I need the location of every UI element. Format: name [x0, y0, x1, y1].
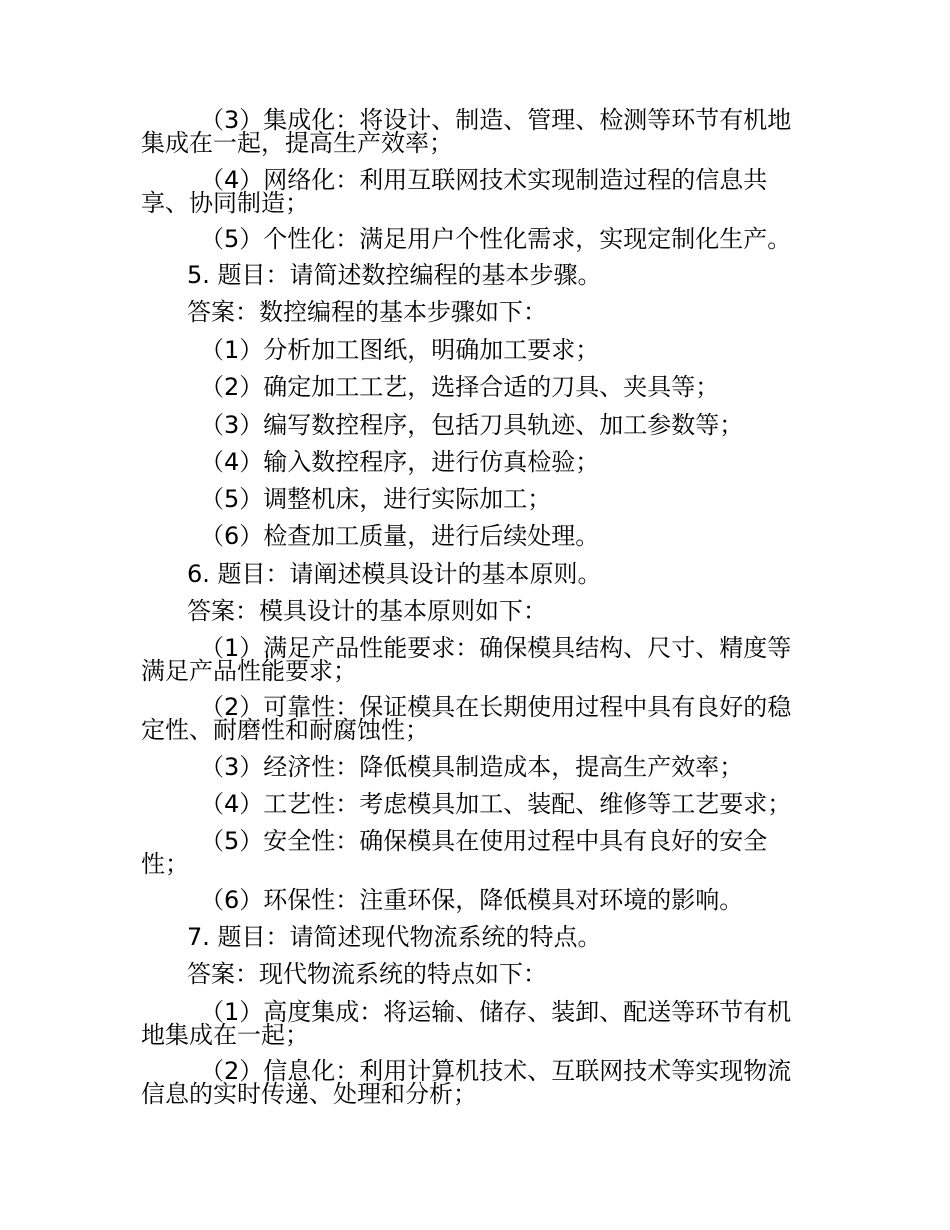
- answer-intro: 答案：数控编程的基本步骤如下：: [187, 298, 547, 326]
- text-line: （2）确定加工工艺，选择合适的刀具、夹具等；: [200, 373, 720, 401]
- text-line: （1）高度集成：将运输、储存、装卸、配送等环节有机: [200, 998, 792, 1026]
- text-line: （5）个性化：满足用户个性化需求，实现定制化生产。: [200, 225, 792, 253]
- text-line: 满足产品性能要求；: [141, 657, 357, 685]
- text-line: （2）信息化：利用计算机技术、互联网技术等实现物流: [200, 1057, 792, 1085]
- question-heading: 6. 题目：请阐述模具设计的基本原则。: [187, 560, 602, 588]
- text-line: （4）网络化：利用互联网技术实现制造过程的信息共: [200, 166, 768, 194]
- answer-intro: 答案：模具设计的基本原则如下：: [187, 597, 547, 625]
- text-line: （6）环保性：注重环保，降低模具对环境的影响。: [200, 886, 744, 914]
- text-line: 性；: [141, 850, 189, 878]
- text-line: 集成在一起，提高生产效率；: [141, 129, 453, 157]
- text-line: 享、协同制造；: [141, 189, 309, 217]
- text-line: 定性、耐磨性和耐腐蚀性；: [141, 716, 429, 744]
- text-line: 地集成在一起；: [141, 1021, 309, 1049]
- text-line: （4）工艺性：考虑模具加工、装配、维修等工艺要求；: [200, 790, 792, 818]
- question-heading: 5. 题目：请简述数控编程的基本步骤。: [187, 261, 602, 289]
- text-line: （1）满足产品性能要求：确保模具结构、尺寸、精度等: [200, 634, 792, 662]
- text-line: （3）经济性：降低模具制造成本，提高生产效率；: [200, 753, 744, 781]
- text-line: （2）可靠性：保证模具在长期使用过程中具有良好的稳: [200, 693, 792, 721]
- answer-intro: 答案：现代物流系统的特点如下：: [187, 960, 547, 988]
- text-line: （3）编写数控程序，包括刀具轨迹、加工参数等；: [200, 411, 744, 439]
- question-heading: 7. 题目：请简述现代物流系统的特点。: [187, 923, 602, 951]
- text-line: （6）检查加工质量，进行后续处理。: [200, 522, 600, 550]
- text-line: （4）输入数控程序，进行仿真检验；: [200, 448, 600, 476]
- text-line: 信息的实时传递、处理和分析；: [141, 1080, 477, 1108]
- text-line: （5）安全性：确保模具在使用过程中具有良好的安全: [200, 827, 768, 855]
- text-line: （1）分析加工图纸，明确加工要求；: [200, 336, 600, 364]
- text-line: （3）集成化：将设计、制造、管理、检测等环节有机地: [200, 106, 792, 134]
- text-line: （5）调整机床，进行实际加工；: [200, 485, 552, 513]
